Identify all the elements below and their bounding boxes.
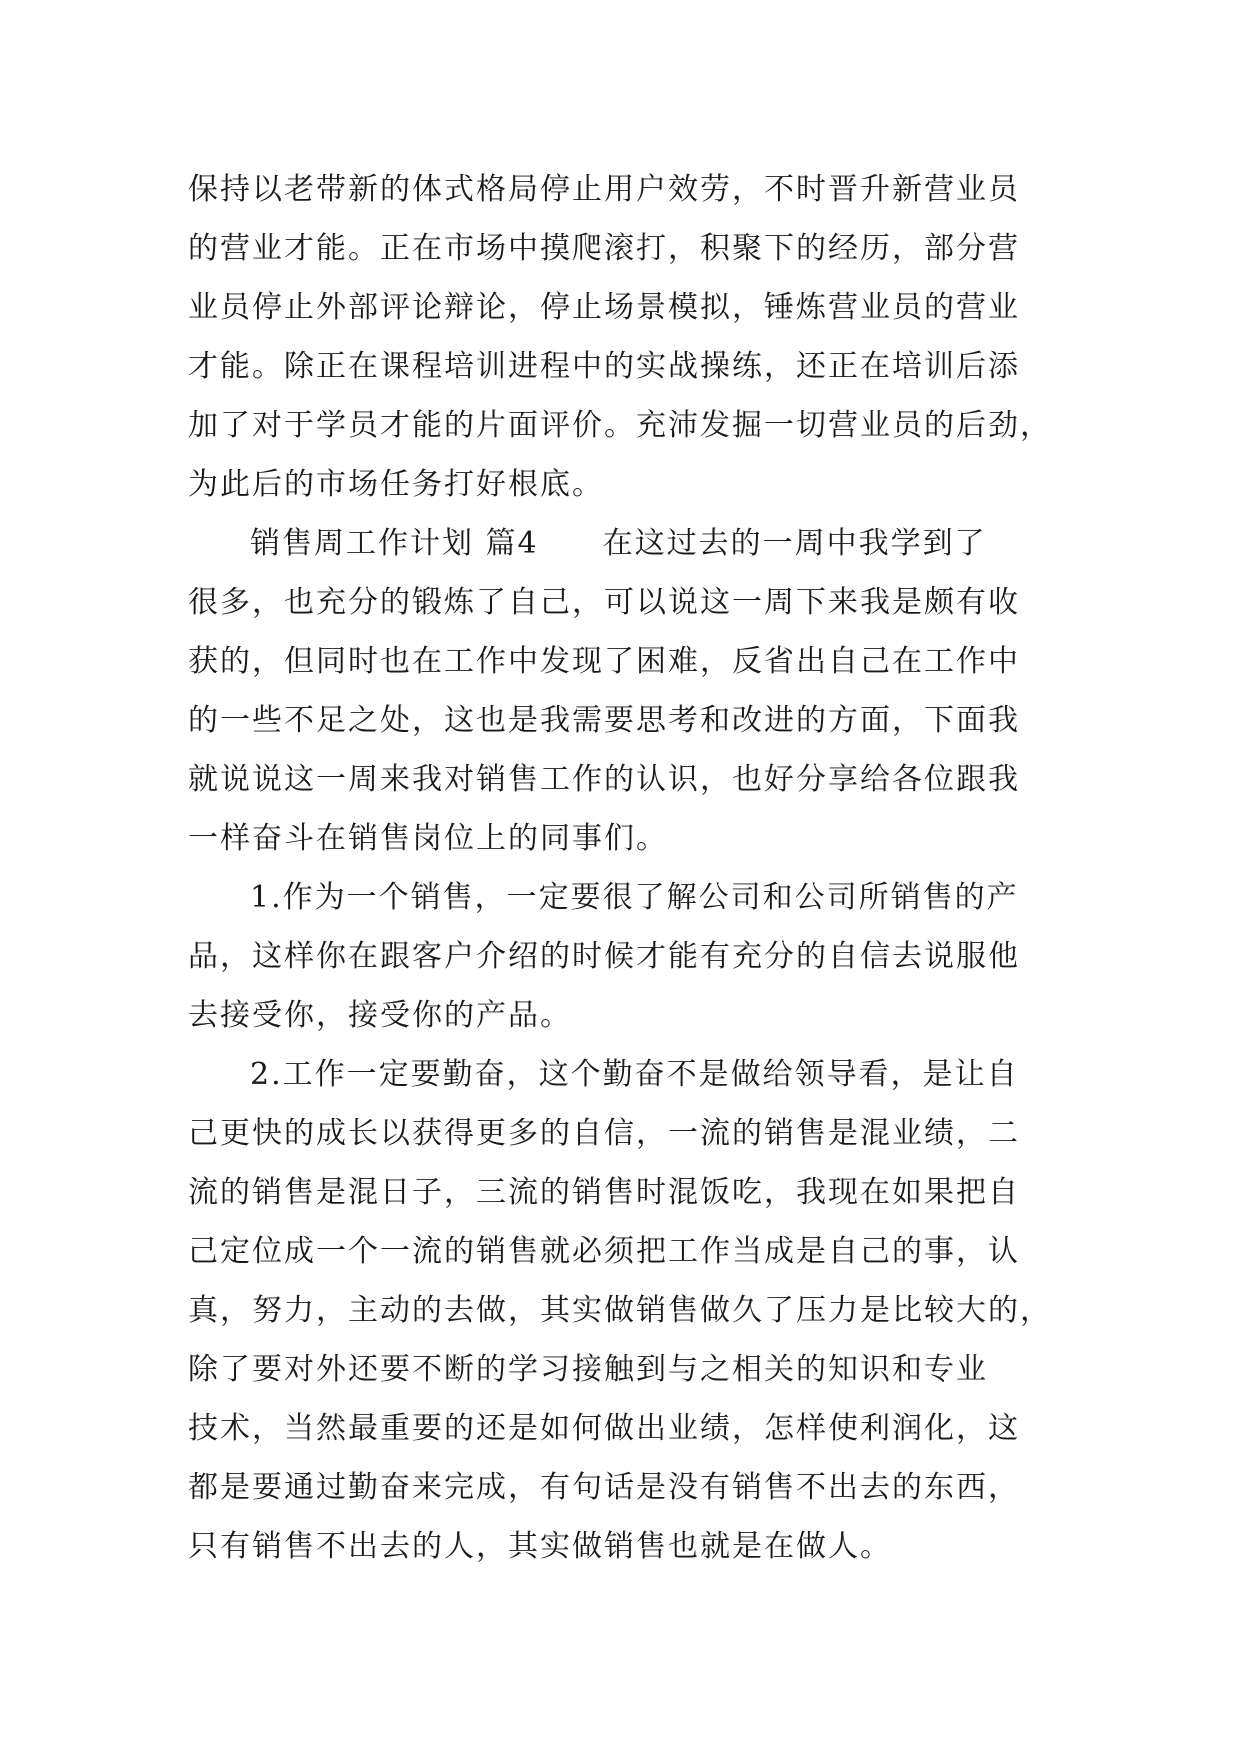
paragraph-point-1 [188, 868, 1058, 1045]
section-heading-line: 销售周工作计划 篇4 在这过去的一周中我学到了 [250, 526, 987, 561]
text-line: 为此后的市场任务打好根底。 [188, 467, 604, 502]
text-line: 品，这样你在跟客户介绍的时候才能有充分的自信去说服他 [188, 939, 1020, 974]
text-line: 就说说这一周来我对销售工作的认识，也好分享给各位跟我 [188, 762, 1020, 797]
text-line: 都是要通过勤奋来完成，有句话是没有销售不出去的东西， [188, 1470, 1020, 1505]
text-line: 加了对于学员才能的片面评价。充沛发掘一切营业员的后劲， [188, 408, 1052, 443]
list-item-line: 2.工作一定要勤奋，这个勤奋不是做给领导看，是让自 [250, 1057, 1019, 1092]
text-line: 己更快的成长以获得更多的自信，一流的销售是混业绩，二 [188, 1116, 1020, 1151]
document-body [188, 160, 1058, 1576]
text-line: 真，努力，主动的去做，其实做销售做久了压力是比较大的， [188, 1293, 1052, 1328]
text-line: 只有销售不出去的人，其实做销售也就是在做人。 [188, 1529, 892, 1564]
text-line: 去接受你，接受你的产品。 [188, 998, 572, 1033]
paragraph-point-2 [188, 1045, 1058, 1576]
text-line: 流的销售是混日子，三流的销售时混饭吃，我现在如果把自 [188, 1175, 1020, 1210]
text-line: 才能。除正在课程培训进程中的实战操练，还正在培训后添 [188, 349, 1020, 384]
text-line: 获的，但同时也在工作中发现了困难，反省出自己在工作中 [188, 644, 1020, 679]
paragraph-training [188, 160, 1058, 514]
list-item-line: 1.作为一个销售，一定要很了解公司和公司所销售的产 [250, 880, 1019, 915]
text-line: 很多，也充分的锻炼了自己，可以说这一周下来我是颇有收 [188, 585, 1020, 620]
text-line: 一样奋斗在销售岗位上的同事们。 [188, 821, 668, 856]
text-line: 的一些不足之处，这也是我需要思考和改进的方面，下面我 [188, 703, 1020, 738]
text-line: 的营业才能。正在市场中摸爬滚打，积聚下的经历，部分营 [188, 231, 1020, 266]
text-line: 业员停止外部评论辩论，停止场景模拟，锤炼营业员的营业 [188, 290, 1020, 325]
text-line: 除了要对外还要不断的学习接触到与之相关的知识和专业 [188, 1352, 988, 1387]
text-line: 己定位成一个一流的销售就必须把工作当成是自己的事，认 [188, 1234, 1020, 1269]
text-line: 技术，当然最重要的还是如何做出业绩，怎样使利润化，这 [188, 1411, 1020, 1446]
text-line: 保持以老带新的体式格局停止用户效劳，不时晋升新营业员 [188, 172, 1020, 207]
paragraph-weekly-plan [188, 514, 1058, 868]
